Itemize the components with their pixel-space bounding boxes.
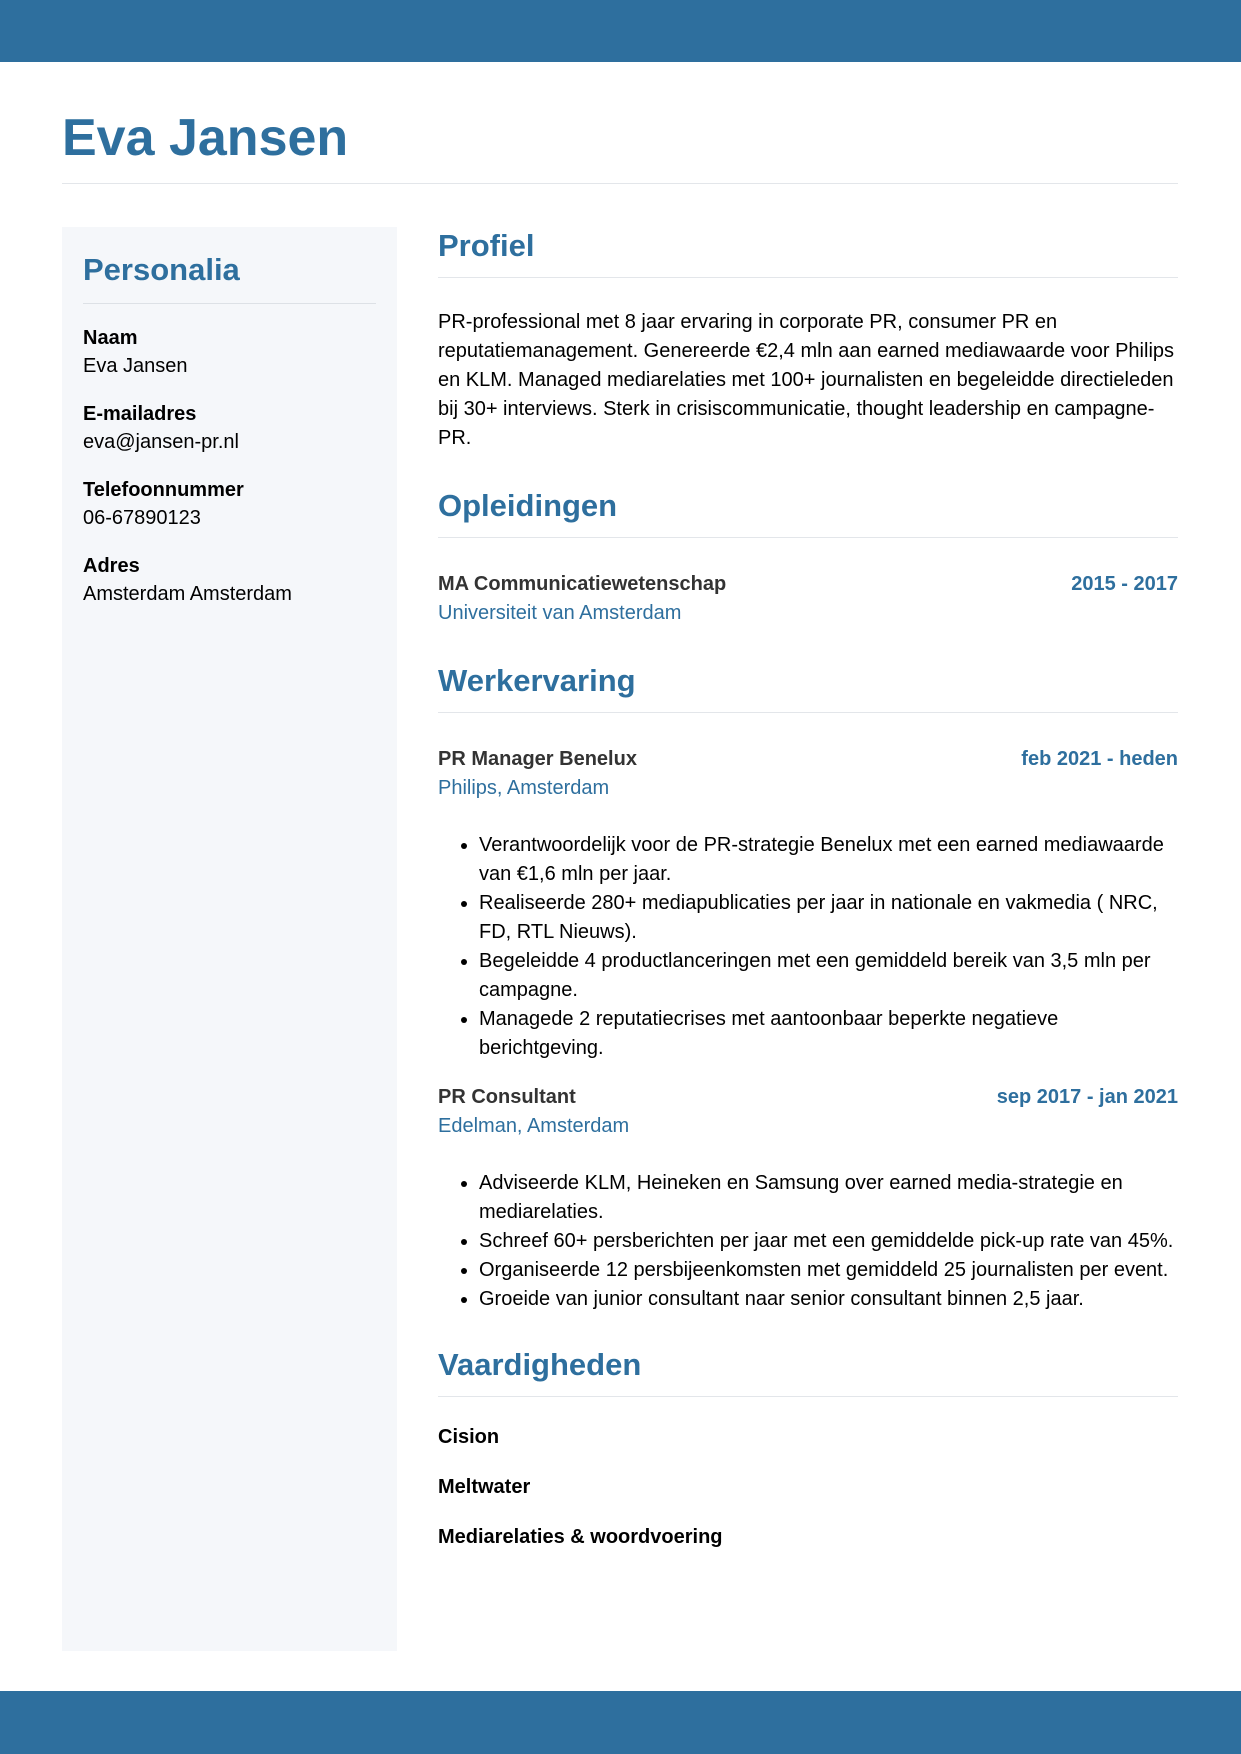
bullet-item: • Organiseerde 12 persbijeenkomsten met gemiddeld 25 journalisten per event. <box>479 1256 1178 1285</box>
bullet-item: • Managede 2 reputatiecrises met aantoonbaar beperkte negatieve berichtgeving. <box>479 1005 1178 1063</box>
field-address <box>83 552 376 608</box>
field-value: Amsterdam Amsterdam <box>83 583 292 605</box>
entry-header <box>438 745 1178 774</box>
section-title: Profiel <box>438 225 1178 278</box>
field-value: 06-67890123 <box>83 507 201 529</box>
job-title: PR Manager Benelux <box>438 748 637 770</box>
degree-title: MA Communicatiewetenschap <box>438 573 727 595</box>
company-name: Edelman, Amsterdam <box>438 1115 630 1137</box>
entry-header <box>438 1083 1178 1112</box>
section-title: Vaardigheden <box>438 1344 1178 1397</box>
main-content <box>438 225 1178 1573</box>
profile-section <box>438 225 1178 453</box>
field-label: Adres <box>83 555 140 577</box>
sidebar-title: Personalia <box>83 249 376 304</box>
experience-section <box>438 660 1178 1314</box>
entry-header <box>438 570 1178 599</box>
skill-item: Mediarelaties & woordvoering <box>438 1526 723 1548</box>
section-title: Opleidingen <box>438 485 1178 538</box>
bullet-item: • Verantwoordelijk voor de PR-strategie Benelux met een earned mediawaarde van €1,6 mln per jaar. <box>479 831 1178 889</box>
skill-item: Cision <box>438 1426 500 1448</box>
bullet-item: • Realiseerde 280+ mediapublicaties per jaar in nationale en vakmedia ( NRC, FD, RTL Nieuws). <box>479 889 1178 947</box>
bottom-banner <box>0 1691 1241 1754</box>
company-name: Philips, Amsterdam <box>438 777 610 799</box>
job-bullets <box>438 1169 1178 1314</box>
job-title: PR Consultant <box>438 1086 576 1108</box>
field-label: Telefoonnummer <box>83 479 244 501</box>
top-banner <box>0 0 1241 62</box>
entry-dates: sep 2017 - jan 2021 <box>996 1086 1178 1108</box>
candidate-name: Eva Jansen <box>62 109 349 167</box>
field-value: Eva Jansen <box>83 355 188 377</box>
education-entry <box>438 570 1178 628</box>
profile-text: PR-professional met 8 jaar ervaring in corporate PR, consumer PR en reputatiemanagement. Genereerde €2,4 mln aan earned mediawaarde voor Philips en KLM. Managed mediarelaties met 100+ journalisten en begeleidde directieleden bij 30+ interviews. Sterk in crisiscommunicatie, thought leadership en campagne-PR. <box>438 311 1175 449</box>
field-label: Naam <box>83 327 138 349</box>
skills-section <box>438 1344 1178 1552</box>
field-label: E-mailadres <box>83 403 197 425</box>
bullet-item: • Schreef 60+ persberichten per jaar met een gemiddelde pick-up rate van 45%. <box>479 1227 1178 1256</box>
field-phone <box>83 476 376 532</box>
bullet-item: • Begeleidde 4 productlanceringen met een gemiddeld bereik van 3,5 mln per campagne. <box>479 947 1178 1005</box>
field-email <box>83 400 376 456</box>
skill-item: Meltwater <box>438 1476 531 1498</box>
entry-dates: feb 2021 - heden <box>1021 748 1178 770</box>
bullet-item: • Adviseerde KLM, Heineken en Samsung over earned media-strategie en mediarelaties. <box>479 1169 1178 1227</box>
section-title: Werkervaring <box>438 660 1178 713</box>
bullet-item: • Groeide van junior consultant naar senior consultant binnen 2,5 jaar. <box>479 1285 1178 1314</box>
entry-dates: 2015 - 2017 <box>1071 573 1178 595</box>
school-name: Universiteit van Amsterdam <box>438 602 682 624</box>
education-section <box>438 485 1178 628</box>
job-entry <box>438 745 1178 1063</box>
personal-details-sidebar <box>62 227 397 1651</box>
job-entry <box>438 1083 1178 1314</box>
field-name <box>83 324 376 380</box>
header-divider <box>62 183 1178 184</box>
job-bullets <box>438 831 1178 1063</box>
field-value: eva@jansen-pr.nl <box>83 431 239 453</box>
skills-list <box>438 1423 1178 1552</box>
personal-fields <box>83 324 376 608</box>
